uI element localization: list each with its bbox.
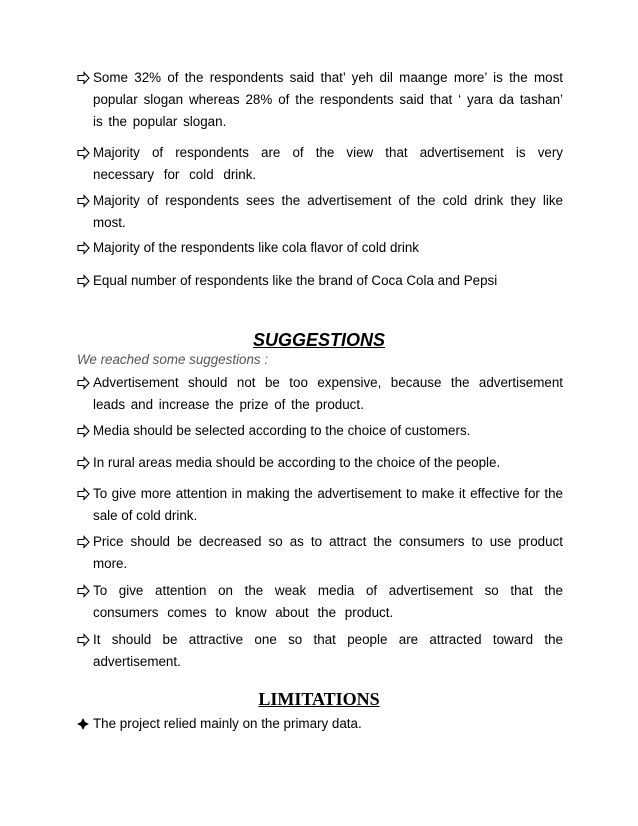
suggestion-text: Advertisement should not be too expensive, because the advertisement leads and increase the prize of the product. (93, 375, 563, 412)
finding-text: Equal number of respondents like the brand of Coca Cola and Pepsi (93, 273, 498, 288)
suggestion-item (77, 531, 563, 575)
suggestion-text: In rural areas media should be according to the choice of the people. (93, 455, 501, 470)
arrow-bullet-icon (77, 190, 93, 212)
finding-item (77, 142, 563, 186)
suggestion-item (77, 452, 563, 474)
arrow-bullet-icon (77, 452, 93, 474)
arrow-bullet-icon (77, 580, 93, 602)
suggestions-intro: We reached some suggestions : (77, 352, 269, 367)
arrow-bullet-icon (77, 142, 93, 164)
arrow-bullet-icon (77, 420, 93, 442)
finding-item (77, 67, 563, 133)
limitation-item (77, 713, 563, 735)
suggestion-item (77, 372, 563, 416)
suggestion-text: Media should be selected according to the choice of customers. (93, 423, 471, 438)
arrow-bullet-icon (77, 237, 93, 259)
arrow-bullet-icon (77, 483, 93, 505)
limitations-heading: LIMITATIONS (258, 689, 380, 709)
finding-text: Majority of the respondents like cola flavor of cold drink (93, 240, 419, 255)
suggestion-item (77, 420, 563, 442)
finding-item (77, 190, 563, 234)
diamond-bullet-icon (77, 718, 89, 730)
suggestion-item (77, 629, 563, 673)
arrow-bullet-icon (77, 372, 93, 394)
arrow-bullet-icon (77, 270, 93, 292)
finding-item (77, 270, 563, 292)
arrow-bullet-icon (77, 531, 93, 553)
finding-text: Majority of respondents are of the view that advertisement is very necessary for cold drink. (93, 145, 563, 182)
arrow-bullet-icon (77, 67, 93, 89)
finding-text: Majority of respondents sees the advertisement of the cold drink they like most. (93, 193, 563, 230)
suggestion-item (77, 580, 563, 624)
finding-item (77, 237, 563, 259)
suggestion-item (77, 483, 563, 527)
arrow-bullet-icon (77, 629, 93, 651)
suggestion-text: It should be attractive one so that people are attracted toward the advertisement. (93, 632, 563, 669)
limitation-text: The project relied mainly on the primary data. (93, 716, 362, 731)
suggestion-text: To give attention on the weak media of advertisement so that the consumers comes to know about the product. (93, 583, 563, 620)
suggestion-text: To give more attention in making the advertisement to make it effective for the sale of cold drink. (93, 486, 563, 523)
suggestion-text: Price should be decreased so as to attract the consumers to use product more. (93, 534, 563, 571)
suggestions-heading: SUGGESTIONS (252, 330, 386, 350)
finding-text: Some 32% of the respondents said that’ yeh dil maange more’ is the most popular slogan whereas 28% of the respondents said that ‘ yara da tashan’ is the popular slogan. (93, 70, 563, 129)
